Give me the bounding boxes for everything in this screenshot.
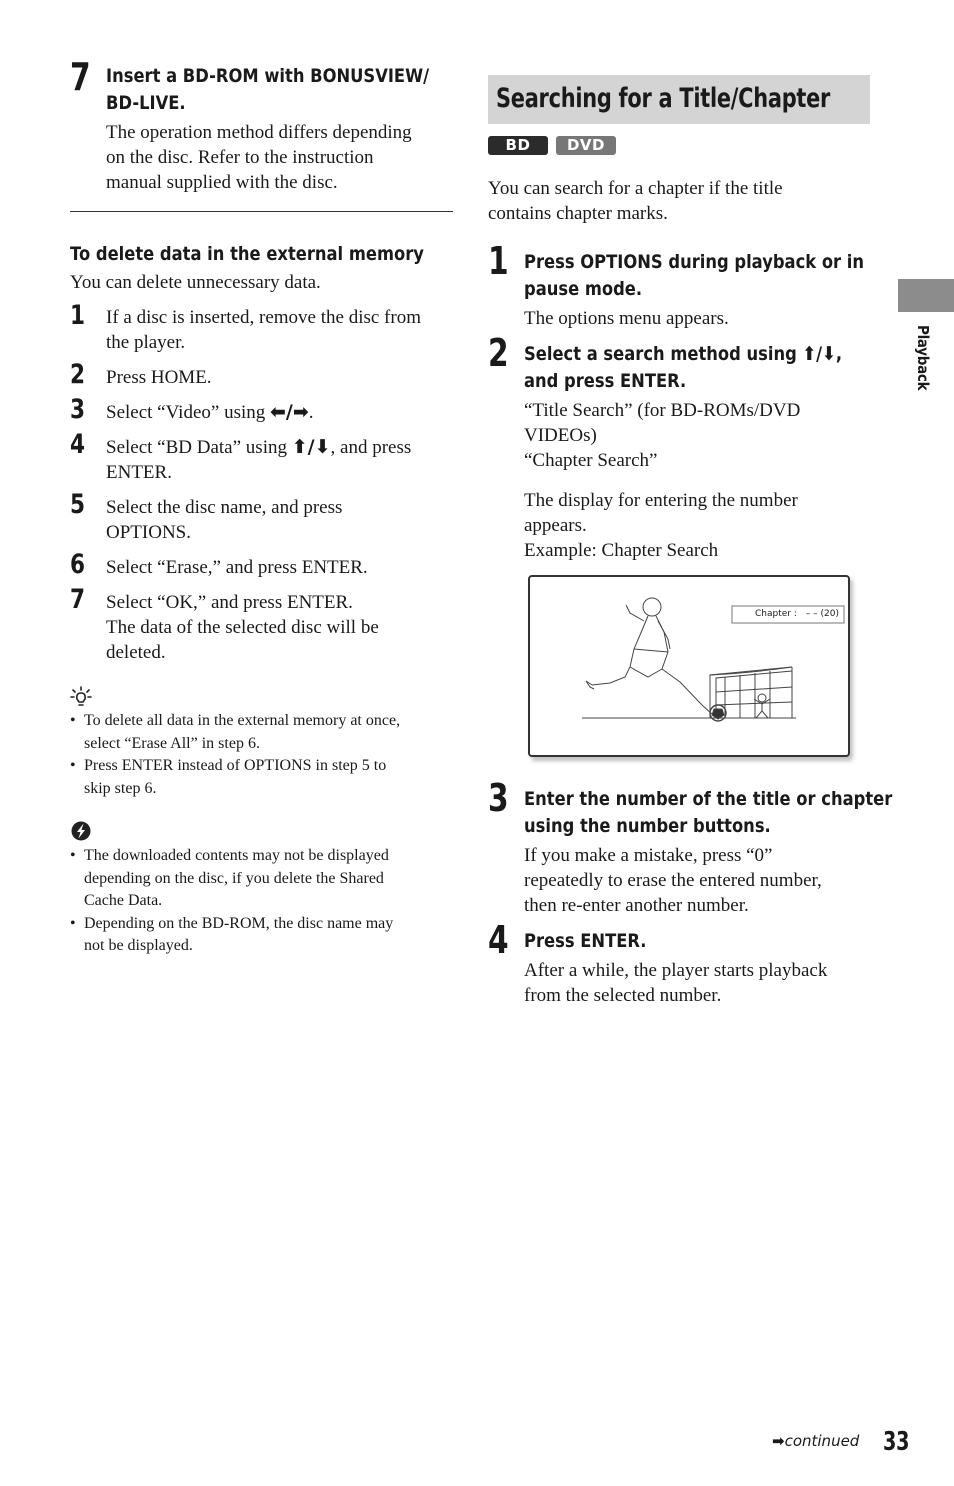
note-item: • The downloaded contents may not be displayed depending on the disc, if you delete the Shared Cache Data. <box>70 845 455 913</box>
step-text: Press HOME. <box>106 367 212 388</box>
step-text: If a disc is inserted, remove the disc from the player. <box>106 307 421 353</box>
step-title-line-2: pause mode. <box>524 278 643 300</box>
hint-list <box>70 710 455 800</box>
step-number: 2 <box>70 359 86 390</box>
step-text: Select “OK,” and press ENTER. The data of the selected disc will be deleted. <box>106 592 379 663</box>
step-number: 4 <box>488 918 509 962</box>
step-description-2: The display for entering the number appears. Example: Chapter Search <box>524 490 798 561</box>
section-intro: You can search for a chapter if the title contains chapter marks. <box>488 178 783 224</box>
section-title: Searching for a Title/Chapter <box>496 83 831 114</box>
step-number: 7 <box>70 584 86 615</box>
right-arrow-icon: ➡ <box>772 1432 785 1450</box>
step-number: 1 <box>488 239 509 283</box>
step-text: Select “Erase,” and press ENTER. <box>106 557 368 578</box>
step-number: 3 <box>488 776 509 820</box>
step-title-line-2: using the number buttons. <box>524 815 771 837</box>
hint-item: • Press ENTER instead of OPTIONS in step 5 to skip step 6. <box>70 755 455 800</box>
step-text: Select “BD Data” using ⬆/⬇, and press ENTER. <box>106 436 412 483</box>
lightbulb-icon <box>70 686 92 710</box>
side-tab-label: Playback <box>914 325 932 391</box>
step-description: “Title Search” (for BD-ROMs/DVD VIDEOs) “Chapter Search” <box>524 400 801 471</box>
dvd-badge: DVD <box>556 136 616 155</box>
delete-heading: To delete data in the external memory <box>70 243 424 265</box>
note-icon <box>70 820 92 842</box>
step-number: 4 <box>70 429 86 460</box>
hint-item: • To delete all data in the external memory at once, select “Erase All” in step 6. <box>70 710 455 755</box>
delete-intro: You can delete unnecessary data. <box>70 272 321 293</box>
side-tab-marker <box>898 279 954 312</box>
step-text: Select “Video” using ⬅/➡. <box>106 401 314 423</box>
example-screen <box>528 575 850 757</box>
note-item: • Depending on the BD-ROM, the disc name may not be displayed. <box>70 913 455 958</box>
step-title-line-1: Insert a BD-ROM with BONUSVIEW/ <box>106 65 430 87</box>
step-description: The options menu appears. <box>524 308 729 329</box>
chapter-field: Chapter : – – (20) <box>755 609 839 619</box>
section-title-band <box>488 75 870 124</box>
bd-badge: BD <box>488 136 548 155</box>
step-description: The operation method differs depending on the disc. Refer to the instruction manual supplied with the disc. <box>106 122 412 193</box>
step-number: 7 <box>70 55 91 99</box>
step-title-line-1: Press ENTER. <box>524 930 647 952</box>
step-number: 3 <box>70 394 86 425</box>
step-description: If you make a mistake, press “0” repeatedly to erase the entered number, then re-enter another number. <box>524 845 822 916</box>
soccer-illustration <box>530 577 848 755</box>
step-title-line-1: Press OPTIONS during playback or in <box>524 251 865 273</box>
up-down-arrow-icon: ⬆/⬇ <box>291 436 331 458</box>
left-right-arrow-icon: ⬅/➡ <box>270 401 309 423</box>
continued-indicator: ➡continued <box>772 1432 860 1450</box>
side-tab <box>914 325 934 405</box>
step-title-line-2: BD-LIVE. <box>106 92 186 114</box>
note-list <box>70 845 455 958</box>
step-text: Select the disc name, and press OPTIONS. <box>106 497 343 543</box>
step-number: 1 <box>70 300 86 331</box>
page-number: 33 <box>883 1427 910 1457</box>
step-description: After a while, the player starts playback from the selected number. <box>524 960 828 1006</box>
step-number: 6 <box>70 549 86 580</box>
step-title-line-2: and press ENTER. <box>524 370 687 392</box>
step-number: 5 <box>70 489 86 520</box>
section-divider <box>70 211 453 212</box>
step-title-line-1: Select a search method using ⬆/⬇, <box>524 341 842 368</box>
step-title-line-1: Enter the number of the title or chapter <box>524 788 893 810</box>
up-down-arrow-icon: ⬆/⬇ <box>802 343 836 365</box>
step-number: 2 <box>488 331 509 375</box>
